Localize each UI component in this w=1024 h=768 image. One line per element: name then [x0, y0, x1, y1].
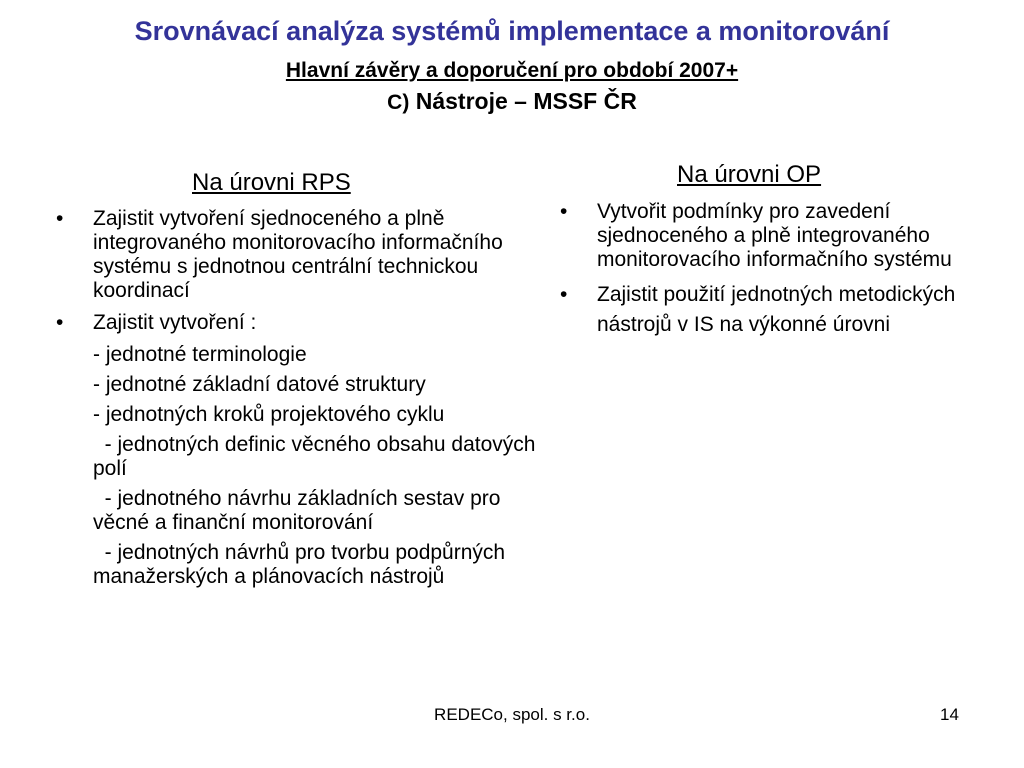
right-column — [560, 200, 980, 348]
sub-item: - jednotné základní datové struktury — [93, 373, 426, 396]
section-text: Nástroje – MSSF ČR — [415, 88, 637, 114]
right-bullet-2-text: Zajistit použití jednotných metodických nástrojů v IS na výkonné úrovni — [597, 283, 956, 336]
left-bullet-1 — [56, 207, 536, 303]
sub-item: - jednotných kroků projektového cyklu — [93, 403, 445, 426]
slide-title: Srovnávací analýza systémů implementace a monitorování — [134, 16, 890, 46]
footer-company: REDECo, spol. s r.o. — [434, 705, 590, 724]
heading-rps: Na úrovni RPS — [192, 169, 351, 196]
sub-item: - jednotného návrhu základních sestav pro věcné a finanční monitorování — [93, 487, 507, 534]
sub-item: - jednotných definic věcného obsahu datových polí — [93, 433, 542, 480]
right-bullet-2 — [560, 280, 980, 340]
left-bullet-2 — [56, 311, 536, 335]
section-prefix: C) — [387, 91, 410, 114]
left-column — [56, 207, 542, 595]
bullet-icon: • — [560, 200, 568, 223]
page-number: 14 — [940, 705, 959, 724]
sub-item: - jednotných návrhů pro tvorbu podpůrných manažerských a plánovacích nástrojů — [93, 541, 511, 588]
heading-op: Na úrovni OP — [677, 161, 822, 188]
slide-title-block — [0, 10, 1024, 118]
left-bullet-1-text: Zajistit vytvoření sjednoceného a plně integrovaného monitorovacího informačního systému s jednotnou centrální technickou koordinací — [93, 207, 503, 302]
slide-subtitle: Hlavní závěry a doporučení pro období 2007+ — [285, 59, 739, 82]
bullet-icon: • — [56, 311, 64, 334]
sub-item: - jednotné terminologie — [93, 343, 307, 366]
right-bullet-1 — [560, 200, 980, 272]
bullet-icon: • — [56, 207, 64, 230]
right-bullet-1-text: Vytvořit podmínky pro zavedení sjednoceného a plně integrovaného monitorovacího informačního systému — [597, 200, 952, 271]
bullet-icon: • — [560, 283, 568, 306]
left-bullet-2-text: Zajistit vytvoření : — [93, 311, 257, 334]
slide-section-title — [0, 86, 1024, 118]
